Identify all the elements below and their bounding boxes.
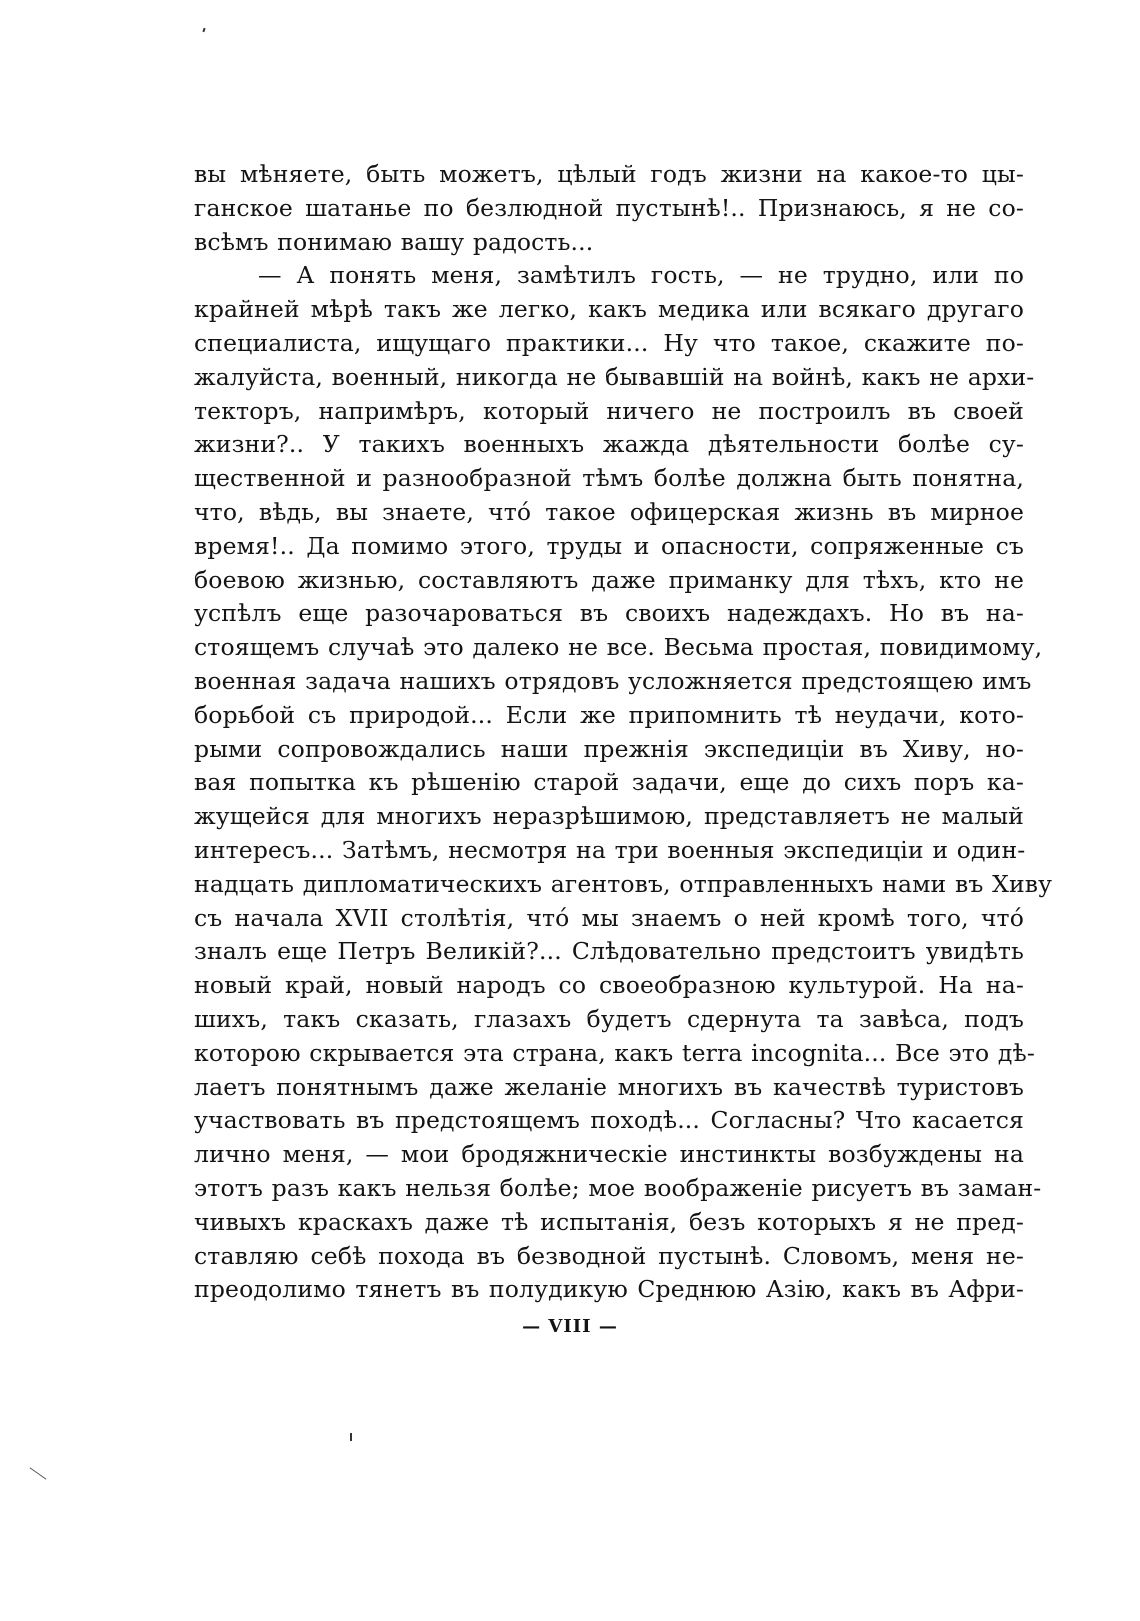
page-number: — VIII — bbox=[522, 1316, 618, 1337]
text-line: щественной и разнообразной тѣмъ болѣе должна быть понятна, bbox=[194, 464, 1024, 493]
text-line: шихъ, такъ сказать, глазахъ будетъ сдернута та завѣса, подъ bbox=[194, 1004, 1024, 1033]
text-line: что, вѣдь, вы знаете, что́ такое офицерская жизнь въ мирное bbox=[194, 497, 1024, 526]
text-line: преодолимо тянетъ въ полудикую Среднюю Азію, какъ въ Афри- bbox=[194, 1275, 1024, 1304]
text-line: — А понять меня, замѣтилъ гость, — не трудно, или по bbox=[258, 261, 1024, 290]
text-line: текторъ, напримѣръ, который ничего не построилъ въ своей bbox=[194, 396, 1024, 425]
text-line: ганское шатанье по безлюдной пустынѣ!.. Признаюсь, я не со- bbox=[194, 193, 1024, 222]
text-line: лично меня, — мои бродяжническіе инстинкты возбуждены на bbox=[194, 1140, 1024, 1169]
text-line: интересъ... Затѣмъ, несмотря на три военныя экспедиціи и один- bbox=[194, 835, 1026, 864]
text-line: участвовать въ предстоящемъ походѣ... Согласны? Что касается bbox=[194, 1106, 1024, 1135]
text-line: зналъ еще Петръ Великій?... Слѣдовательно предстоитъ увидѣть bbox=[194, 937, 1024, 966]
text-line: рыми сопровождались наши прежнія экспедиціи въ Хиву, но- bbox=[194, 734, 1024, 763]
text-line: специалиста, ищущаго практики... Ну что такое, скажите по- bbox=[194, 328, 1024, 357]
text-line: съ начала XVII столѣтія, что́ мы знаемъ о ней кромѣ того, что́ bbox=[194, 903, 1024, 932]
text-line: чивыхъ краскахъ даже тѣ испытанія, безъ которыхъ я не пред- bbox=[194, 1207, 1024, 1236]
text-line: всѣмъ понимаю вашу радость... bbox=[194, 227, 594, 256]
scan-speck bbox=[350, 1433, 352, 1441]
text-line: военная задача нашихъ отрядовъ усложняется предстоящею имъ bbox=[194, 666, 1032, 695]
text-line: борьбой съ природой... Если же припомнить тѣ неудачи, кото- bbox=[194, 700, 1024, 729]
scan-speck bbox=[202, 28, 205, 32]
text-line: жалуйста, военный, никогда не бывавшій на войнѣ, какъ не архи- bbox=[194, 362, 1035, 391]
text-line: вы мѣняете, быть можетъ, цѣлый годъ жизни на какое-то цы- bbox=[194, 160, 1024, 188]
body-text bbox=[194, 158, 1053, 1307]
text-line: время!.. Да помимо этого, труды и опасности, сопряженные съ bbox=[194, 531, 1024, 560]
text-line: крайней мѣрѣ такъ же легко, какъ медика или всякаго другаго bbox=[194, 295, 1024, 324]
text-line: стоящемъ случаѣ это далеко не все. Весьма простая, повидимому, bbox=[194, 633, 1043, 662]
text-line: вая попытка къ рѣшенію старой задачи, еще до сихъ поръ ка- bbox=[194, 768, 1024, 797]
text-line: ставляю себѣ похода въ безводной пустынѣ. Словомъ, меня не- bbox=[194, 1241, 1024, 1270]
text-line: надцать дипломатическихъ агентовъ, отправленныхъ нами въ Хиву bbox=[194, 869, 1053, 898]
text-line: жущейся для многихъ неразрѣшимою, представляетъ не малый bbox=[194, 802, 1024, 831]
text-line: жизни?.. У такихъ военныхъ жажда дѣятельности болѣе су- bbox=[194, 430, 1024, 459]
text-line: боевою жизнью, составляютъ даже приманку для тѣхъ, кто не bbox=[194, 565, 1024, 594]
scan-speck bbox=[30, 1467, 47, 1479]
text-line: успѣлъ еще разочароваться въ своихъ надеждахъ. Но въ на- bbox=[194, 599, 1024, 628]
text-line: которою скрывается эта страна, какъ terra incognita... Все это дѣ- bbox=[194, 1038, 1035, 1067]
text-line: новый край, новый народъ со своеобразною культурой. На на- bbox=[194, 971, 1024, 1000]
text-line: этотъ разъ какъ нельзя болѣе; мое воображеніе рисуетъ въ заман- bbox=[194, 1173, 1042, 1202]
text-line: лаетъ понятнымъ даже желаніе многихъ въ качествѣ туристовъ bbox=[194, 1072, 1024, 1101]
